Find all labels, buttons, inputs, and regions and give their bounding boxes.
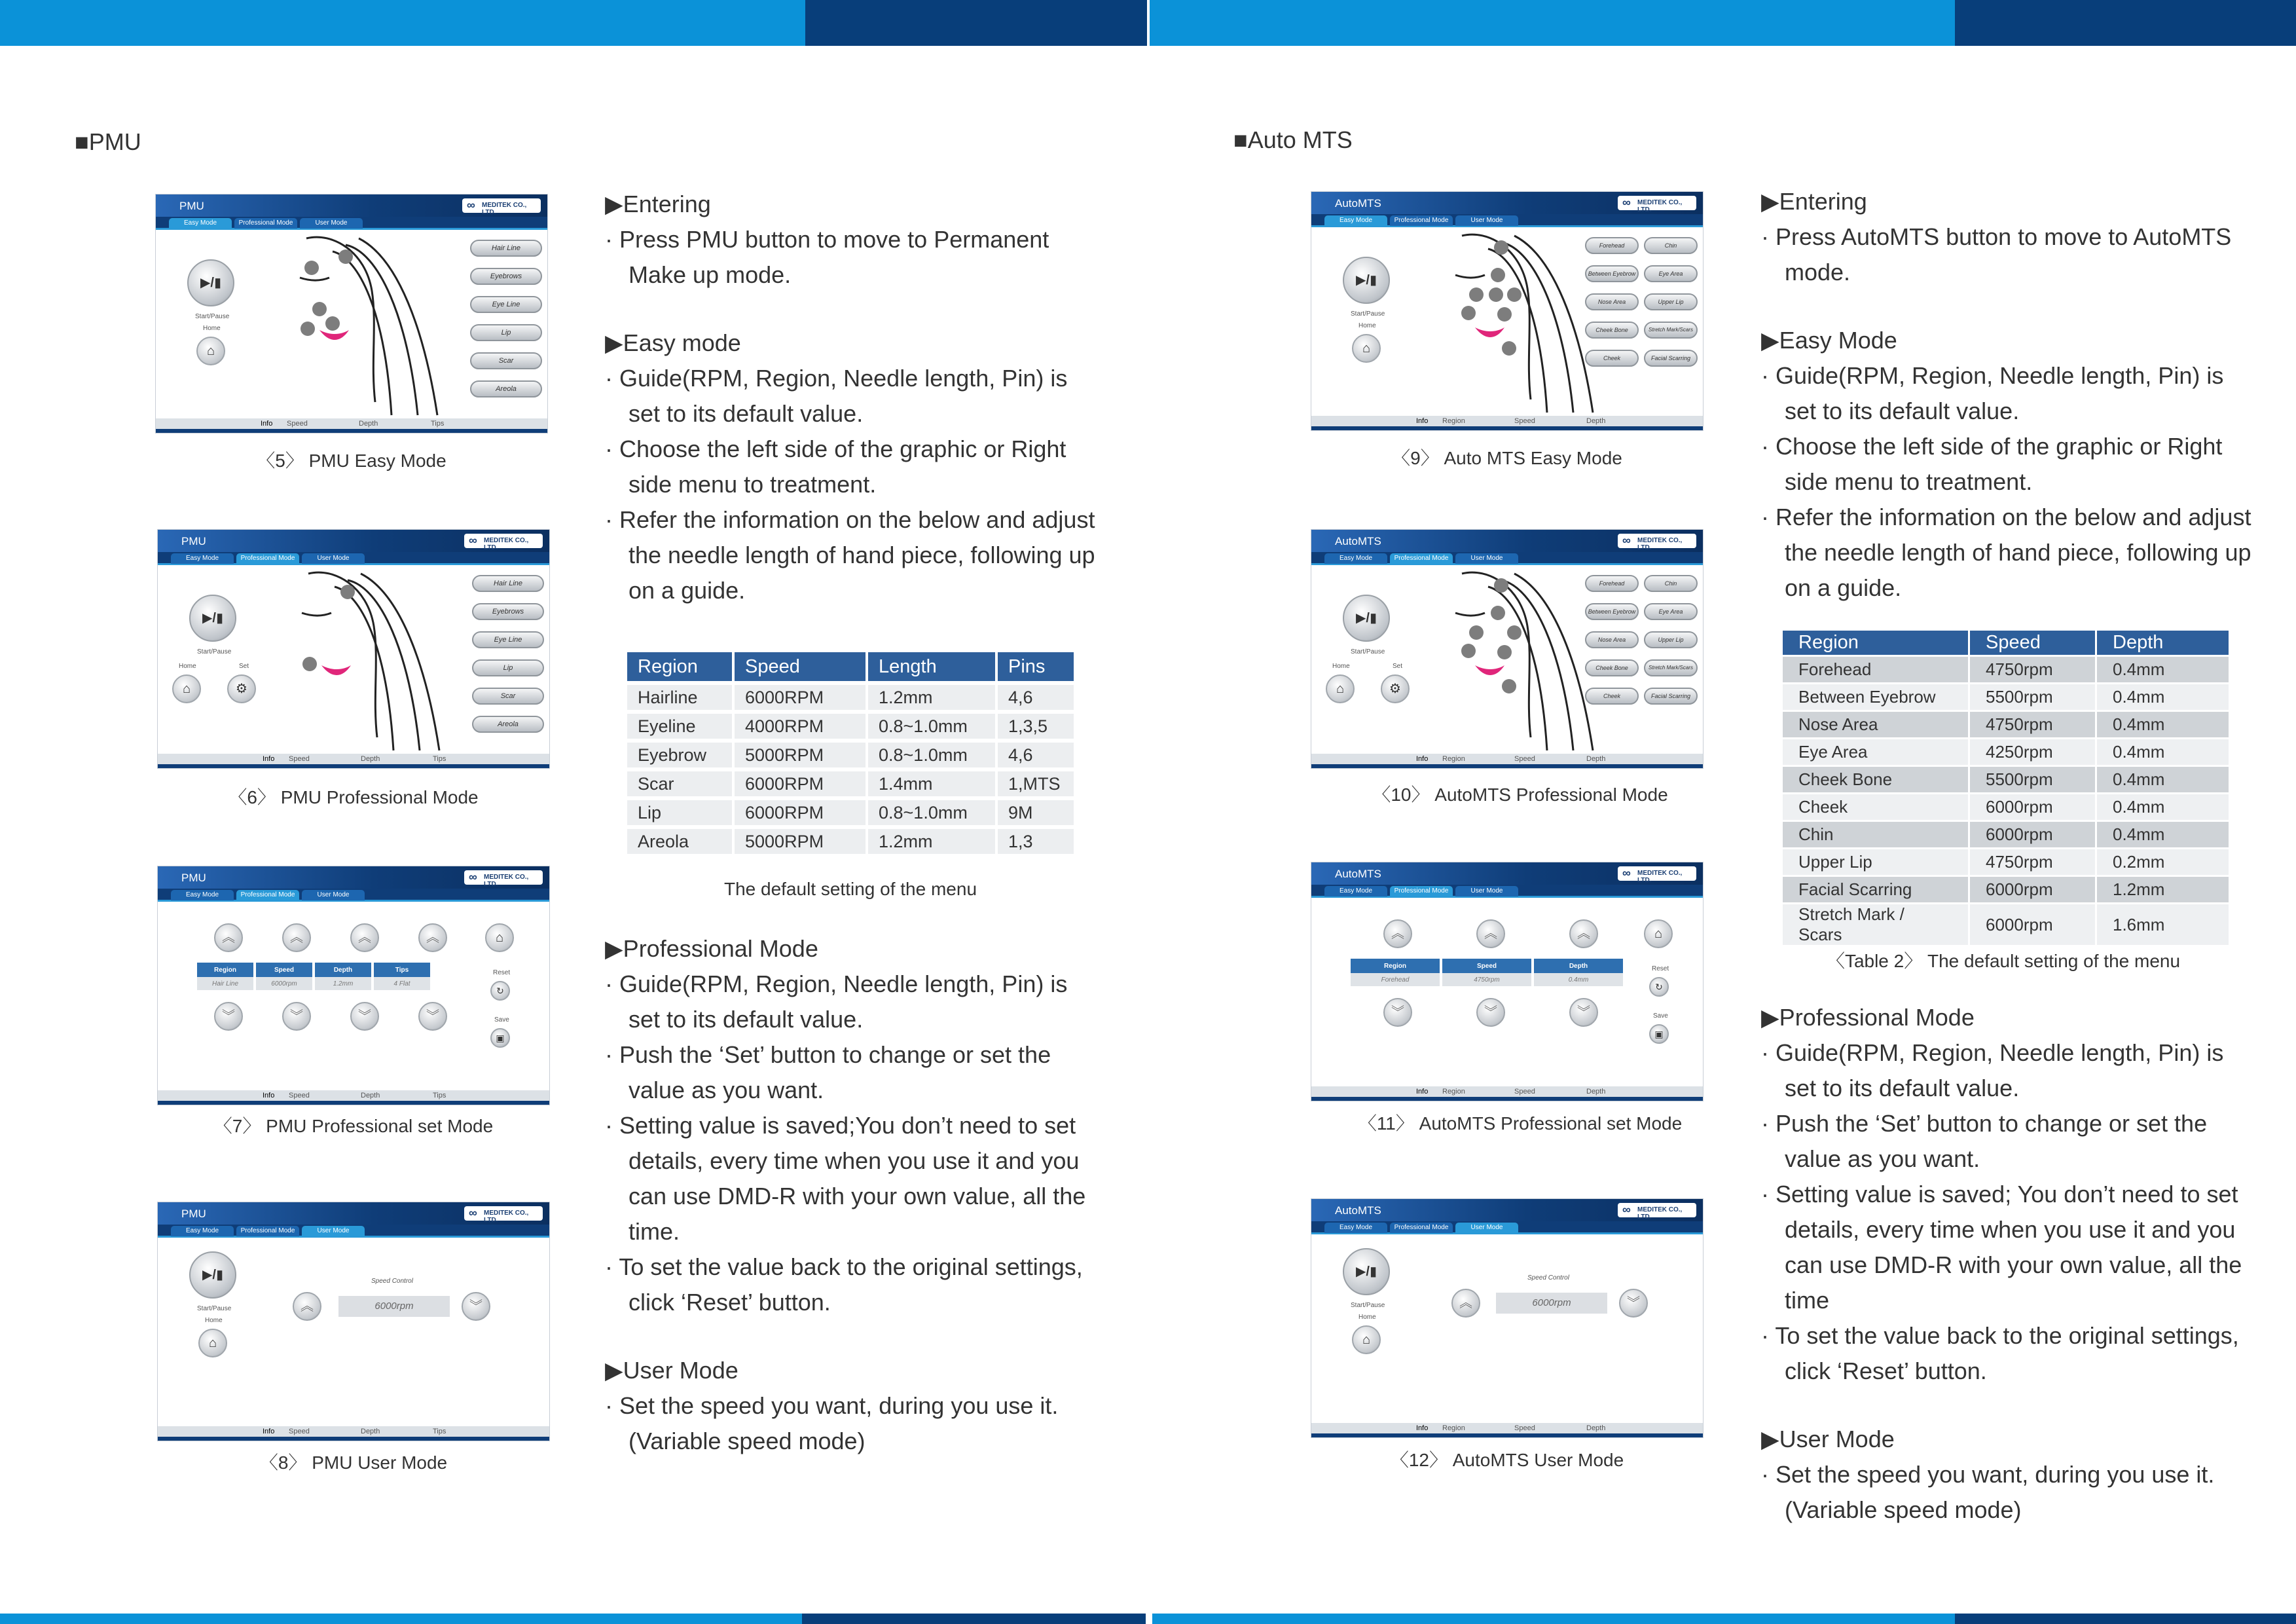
speed-control-label: Speed Control [371,1278,413,1285]
tips-up-button[interactable]: ︽ [418,923,447,952]
screen-footer: Info Region Speed Depth [1311,1423,1703,1437]
top-band-right-light [1150,0,1955,46]
pmu-professional-set-screen: PMU ∞ MEDITEK CO., LTD. Easy Mode Professional Mode User Mode ︽ ︽ ︽ ︽ ⌂ Region Speed Depth Tips Hair Line 6000rpm 1.2mm 4 Flat Reset ↻ ︾ ︾ ︾ ︾ Save ▣ Info Speed Depth Tips [157,866,550,1105]
table-row: Facial Scarring 6000rpm 1.2mm [1782,876,2230,904]
automts-user-screen: AutoMTS ∞ MEDITEK CO., LTD. Easy Mode Professional Mode User Mode ▶/▮ Start/Pause Home ⌂ Speed Control ︽ 6000rpm ︾ Info Region Speed Depth [1311,1198,1704,1438]
tips-down-button[interactable]: ︾ [418,1002,447,1031]
automts-default-table: Region Speed Depth Forehead 4750rpm 0.4mm Between Eyebrow 5500rpm 0.4mm Nose Area 4750rpm 0.4mm Eye Area 4250rpm 0.4mm Cheek Bone 5500rpm 0.4mm Cheek 6000rpm 0.4mm Chin 6000rpm 0.4mm Upper Lip 4750rpm 0.2mm Facial Scarring 6000rpm 1.2mm Stretch Mark / Scars 6000rpm 1.6mm [1781,629,2231,947]
professional-mode-heading: ▶Professional Mode [605,935,818,962]
table-row: Between Eyebrow 5500rpm 0.4mm [1782,684,2230,711]
bottom-band-right-dark [1955,1614,2296,1624]
pmu-table-caption: The default setting of the menu [723,879,977,899]
caption-8: 〈8〉 PMU User Mode [259,1452,448,1473]
speed-down-button[interactable]: ︾ [1476,998,1505,1027]
depth-up-button[interactable]: ︽ [1569,919,1598,948]
easy-mode-heading: ▶Easy mode [605,329,741,356]
face-illustration [293,232,450,422]
automts-easy-screen: AutoMTS ∞ MEDITEK CO., LTD. Easy Mode Professional Mode User Mode ▶/▮ Start/Pause Home ⌂ Forehead Chin Between Eyebrow Eye Area Nose Area Upper Lip Cheek Bone Stretch Mark/Scars Cheek Facial Scarring Info Region Speed Depth [1311,191,1704,431]
depth-down-button[interactable]: ︾ [1569,998,1598,1027]
home-button[interactable]: ⌂ [172,674,201,703]
top-band-left-dark [805,0,1147,46]
table-row: Eyebrow 5000RPM 0.8~1.0mm 4,6 [627,743,1074,767]
menu-areola[interactable]: Areola [470,380,542,397]
reset-button[interactable]: ↻ [1649,977,1669,997]
table-row: Cheek 6000rpm 0.4mm [1782,794,2230,821]
menu-hair-line[interactable]: Hair Line [470,240,542,257]
tab-user-mode[interactable]: User Mode [302,553,365,564]
speed-value: 6000rpm [1496,1293,1607,1314]
speed-value: 6000rpm [338,1296,450,1317]
pmu-user-screen: PMU ∞ MEDITEK CO., LTD. Easy Mode Professional Mode User Mode ▶/▮ Start/Pause Home ⌂ Speed Control ︽ 6000rpm ︾ Info Speed Depth Tips [157,1202,550,1441]
speed-up-button[interactable]: ︽ [282,923,311,952]
table-row: Areola 5000RPM 1.2mm 1,3 [627,829,1074,854]
table-row: Hairline 6000RPM 1.2mm 4,6 [627,685,1074,710]
logo: ∞ MEDITEK CO., LTD. [462,198,541,213]
automts-professional-set-screen: AutoMTS ∞ MEDITEK CO., LTD. Easy Mode Professional Mode User Mode ︽ ︽ ︽ ⌂ Region Speed Depth Forehead 4750rpm 0.4mm Reset ↻ ︾ ︾ ︾ Save ▣ Info Region Speed Depth [1311,862,1704,1101]
save-button[interactable]: ▣ [490,1028,510,1048]
face-illustration [1449,567,1606,757]
table-row: Eye Area 4250rpm 0.4mm [1782,739,2230,766]
home-button[interactable]: ⌂ [1352,1325,1381,1354]
set-button[interactable]: ⚙ [1381,674,1410,703]
home-button[interactable]: ⌂ [1326,674,1355,703]
pmu-default-table: Region Speed Length Pins Hairline 6000RPM 1.2mm 4,6 Eyeline 4000RPM 0.8~1.0mm 1,3,5 Eyebrow 5000RPM 0.8~1.0mm 4,6 Scar 6000RPM 1.4mm 1,MTS Lip 6000RPM 0.8~1.0mm 9M Areola 5000RPM 1.2mm 1,3 [625,648,1076,858]
table-row: Cheek Bone 5500rpm 0.4mm [1782,766,2230,794]
pmu-text-top: ▶Entering · Press PMU button to move to Permanent Make up mode. ▶Easy mode · Guide(RPM, Region, Needle length, Pin) is set to its default value. · Choose the left side of the graphic or Right side menu to treatment. · Refer the information on the below and adjust the needle length of hand piece, following up on a guide. [605,187,1102,608]
user-mode-heading: ▶User Mode [605,1357,738,1384]
screen-footer: Info Region Speed Depth [1311,416,1703,430]
home-button[interactable]: ⌂ [1352,334,1381,363]
pmu-easy-screen [155,194,548,434]
caption-10: 〈10〉 AutoMTS Professional Mode [1372,784,1668,805]
automts-professional-screen: AutoMTS ∞ MEDITEK CO., LTD. Easy Mode Professional Mode User Mode ▶/▮ Start/Pause Home Set ⌂ ⚙ Forehead Chin Between Eyebrow Eye Area Nose Area Upper Lip Cheek Bone Stretch Mark/Scars Cheek Facial Scarring Info Region Speed Depth [1311,529,1704,769]
set-table: Region Speed Depth Forehead 4750rpm 0.4mm [1348,959,1626,986]
automts-text-top: ▶Entering · Press AutoMTS button to move to AutoMTS mode. ▶Easy Mode · Guide(RPM, Region, Needle length, Pin) is set to its default value. · Choose the left side of the graphic or Right side menu to treatment. · Refer the information on the below and adjust the needle length of hand piece, following up on a guide. [1761,188,2251,601]
speed-up-button[interactable]: ︽ [293,1292,321,1321]
caption-9: 〈9〉 Auto MTS Easy Mode [1392,448,1622,468]
region-up-button[interactable]: ︽ [1383,919,1412,948]
speed-down-button[interactable]: ︾ [1619,1289,1648,1318]
start-pause-button[interactable]: ▶/▮ [1343,595,1390,642]
screen-footer: Info Speed Depth Tips [158,754,549,768]
depth-down-button[interactable]: ︾ [350,1002,379,1031]
start-pause-label: Start/Pause [195,313,230,320]
section-title-pmu: ■PMU [75,128,141,155]
start-pause-button[interactable]: ▶/▮ [187,259,234,306]
home-label: Home [203,325,221,332]
speed-up-button[interactable]: ︽ [1476,919,1505,948]
tab-easy-mode[interactable]: Easy Mode [169,218,232,229]
home-button[interactable]: ⌂ [1644,919,1673,948]
top-band-right-dark [1955,0,2296,46]
table-row: Chin 6000rpm 0.4mm [1782,821,2230,849]
start-pause-button[interactable]: ▶/▮ [1343,1248,1390,1295]
caption-7: 〈7〉 PMU Professional set Mode [213,1116,494,1136]
table-row: Lip 6000RPM 0.8~1.0mm 9M [627,800,1074,825]
screen-footer: Info Speed Depth Tips [158,1426,549,1441]
menu-scar[interactable]: Scar [470,352,542,369]
speed-down-button[interactable]: ︾ [462,1292,490,1321]
region-up-button[interactable]: ︽ [214,923,243,952]
tab-easy-mode[interactable]: Easy Mode [171,553,234,564]
automts-text-bottom: ▶Professional Mode · Guide(RPM, Region, Needle length, Pin) is set to its default value. · Push the ‘Set’ button to change or set the value as you want. · Setting value is saved; You don’t need to set details, every time when you use it and you can use DMD-R with your own value, all the time · To set the value back to the original settings, click ‘Reset’ button. ▶User Mode · Set the speed you want, during you use it. (Variable speed mode) [1761,1004,2242,1523]
screen-footer: Info Speed Depth Tips [158,1090,549,1105]
table-row: Scar 6000RPM 1.4mm 1,MTS [627,771,1074,796]
screen-footer: Info Speed Depth Tips [156,418,547,433]
menu-lip[interactable]: Lip [470,324,542,341]
table-row: Upper Lip 4750rpm 0.2mm [1782,849,2230,876]
face-illustration [1449,229,1606,419]
automts-table-caption: 〈Table 2〉 The default setting of the menu [1826,951,2181,971]
start-pause-button[interactable]: ▶/▮ [189,595,236,642]
face-illustration [295,567,452,757]
caption-12: 〈12〉 AutoMTS User Mode [1390,1450,1624,1470]
speed-down-button[interactable]: ︾ [282,1002,311,1031]
set-table: Region Speed Depth Tips Hair Line 6000rpm 1.2mm 4 Flat [194,963,433,990]
table-row: Stretch Mark / Scars 6000rpm 1.6mm [1782,904,2230,946]
screen-footer: Info Region Speed Depth [1311,1086,1703,1101]
bottom-band-left-dark [802,1614,1146,1624]
region-down-button[interactable]: ︾ [1383,998,1412,1027]
section-title-auto-mts: ■Auto MTS [1233,126,1353,153]
tab-professional-mode[interactable]: Professional Mode [234,218,297,229]
start-pause-button[interactable]: ▶/▮ [1343,257,1390,304]
depth-up-button[interactable]: ︽ [350,923,379,952]
bottom-band-right-light [1152,1614,1955,1624]
pmu-professional-screen: PMU ∞ MEDITEK CO., LTD. Easy Mode Professional Mode User Mode ▶/▮ Start/Pause Home Set ⌂ ⚙ Hair Line Eyebrows Eye Line Lip Scar Areola Info Speed Depth Tips [157,529,550,769]
top-band-left-light [0,0,805,46]
caption-5: 〈5〉 PMU Easy Mode [257,451,446,471]
region-down-button[interactable]: ︾ [214,1002,243,1031]
home-button[interactable]: ⌂ [196,337,225,365]
tab-professional-mode[interactable]: Professional Mode [236,553,299,564]
menu-eye-line[interactable]: Eye Line [470,296,542,313]
save-button[interactable]: ▣ [1649,1024,1669,1044]
table-row: Eyeline 4000RPM 0.8~1.0mm 1,3,5 [627,714,1074,739]
entering-heading: ▶Entering [605,191,711,217]
reset-button[interactable]: ↻ [490,981,510,1001]
caption-6: 〈6〉 PMU Professional Mode [228,787,479,807]
set-button[interactable]: ⚙ [227,674,256,703]
bottom-band-left-light [0,1614,802,1624]
home-button[interactable]: ⌂ [485,923,514,952]
speed-up-button[interactable]: ︽ [1451,1289,1480,1318]
menu-eyebrows[interactable]: Eyebrows [470,268,542,285]
table-row: Nose Area 4750rpm 0.4mm [1782,711,2230,739]
table-row: Forehead 4750rpm 0.4mm [1782,656,2230,684]
caption-11: 〈11〉 AutoMTS Professional set Mode [1358,1113,1683,1134]
screen-title: PMU [179,200,204,212]
pmu-text-bottom: ▶Professional Mode · Guide(RPM, Region, Needle length, Pin) is set to its default value. · Push the ‘Set’ button to change or set the value as you want. · Setting value is saved;You don’t need to set details, every time when you use it and you can use DMD-R with your own value, all the time. · To set the value back to the original settings, click ‘Reset’ button. ▶User Mode · Set the speed you want, during you use it. (Variable speed mode) [605,931,1102,1459]
tab-user-mode[interactable]: User Mode [300,218,363,229]
start-pause-button[interactable]: ▶/▮ [189,1251,236,1299]
home-button[interactable]: ⌂ [198,1329,227,1357]
screen-footer: Info Region Speed Depth [1311,754,1703,768]
